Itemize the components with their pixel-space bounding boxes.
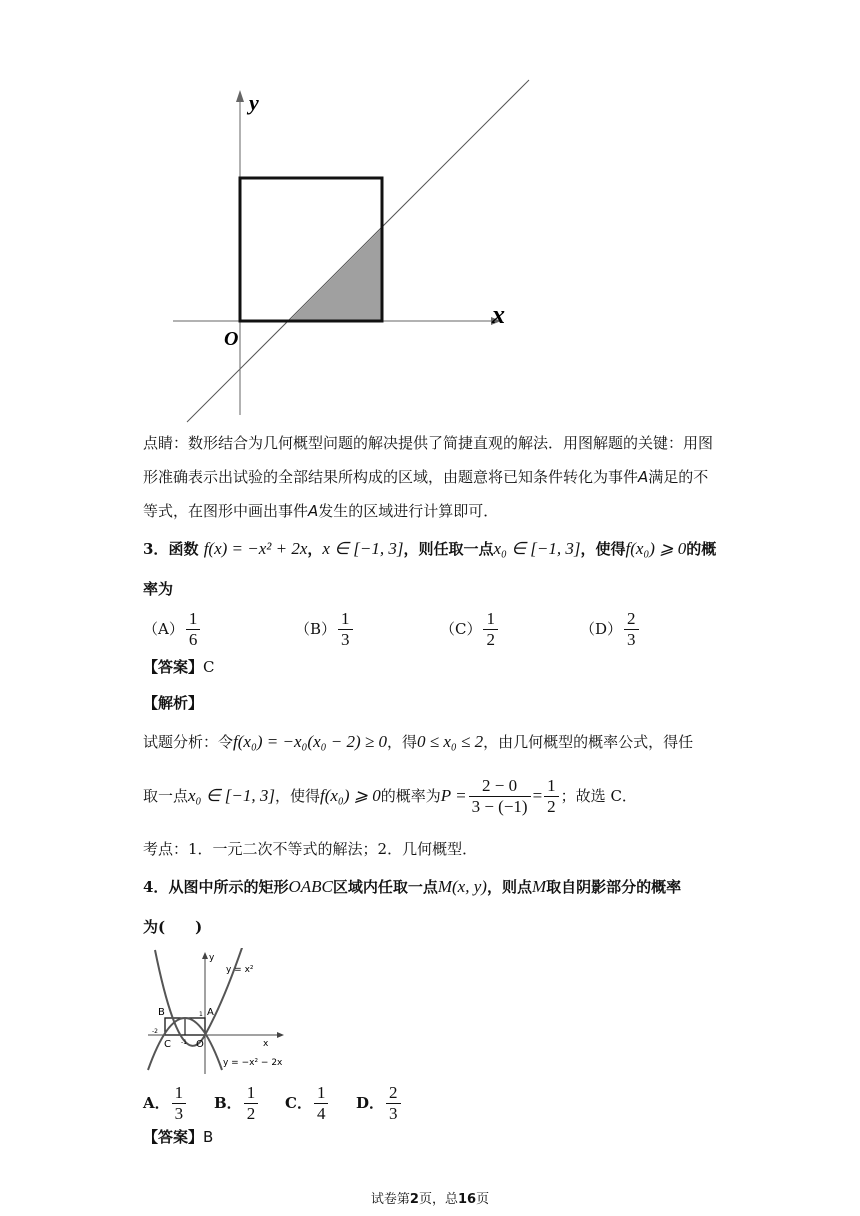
q3-analysis-line-2: 取一点x₀ ∈ [−1, 3]，使得f(x₀) ⩾ 0的概率为P = $\frac{2 - 0}{3 - (-1)}$ = $\frac{1}{2}$ ；故选 C． (143, 775, 637, 816)
q3-option-d[interactable]: （D） $\frac{2}{3}$ (580, 608, 641, 650)
q4-option-b[interactable]: B． $\frac{1}{2}$ (214, 1082, 260, 1124)
q3-stem-line-2: 率为 (143, 580, 174, 598)
curve-label-x2: y = x² (226, 965, 254, 975)
tick-neg1: -1 (181, 1039, 187, 1046)
remark-line-2: 形准确表示出试验的全部结果所构成的区域，由题意将已知条件转化为事件A满足的不 (143, 468, 709, 486)
shaded-triangle (289, 228, 382, 321)
x-axis-arrow (277, 1032, 284, 1038)
q3-option-a[interactable]: （A） $\frac{1}{6}$ (143, 608, 202, 650)
figure-parabolas (143, 948, 293, 1078)
q4-option-a[interactable]: A． $\frac{1}{3}$ (143, 1082, 188, 1124)
origin-label: O (224, 328, 239, 350)
q3-answer: 【答案】C (143, 658, 215, 676)
q4-stem-line-2: 为( ) (143, 918, 203, 936)
figure-square-region (165, 70, 545, 430)
q3-option-b[interactable]: （B） $\frac{1}{3}$ (295, 608, 355, 650)
y-axis-arrow (202, 952, 208, 959)
y-axis-arrow (236, 90, 244, 102)
tick-1: 1 (199, 1011, 203, 1018)
remark-line-1: 点睛：数形结合为几何概型问题的解决提供了简捷直观的解法．用图解题的关键：用图 (143, 434, 714, 452)
page-footer: 试卷第2页，总16页 (370, 1192, 490, 1207)
point-a-label: A (207, 1007, 214, 1018)
q3-analysis-line-1: 试题分析：令f(x₀) = −x₀(x₀ − 2) ≥ 0，得0 ≤ x₀ ≤ 2，由几何概型的概率公式，得任 (143, 732, 694, 751)
point-c-label: C (164, 1039, 171, 1050)
q3-stem-line-1: 3．函数 f(x) = −x² + 2x，x ∈ [−1, 3]，则任取一点x₀ ∈ [−1, 3]，使得f(x₀) ⩾ 0的概 (143, 539, 717, 558)
q4-stem-line-1: 4．从图中所示的矩形OABC区域内任取一点M(x, y)，则点M取自阴影部分的概率 (143, 877, 682, 896)
q3-option-c[interactable]: （C） $\frac{1}{2}$ (440, 608, 500, 650)
diagonal-line (187, 80, 529, 422)
y-label: y (209, 953, 215, 963)
q4-option-c[interactable]: C． $\frac{1}{4}$ (285, 1082, 330, 1124)
q3-kaodian: 考点：1．一元二次不等式的解法；2．几何概型． (143, 840, 478, 858)
x-label: x (263, 1039, 269, 1049)
curve-label-neg: y = −x² − 2x (223, 1058, 283, 1068)
remark-line-3: 等式，在图形中画出事件A发生的区域进行计算即可． (143, 502, 499, 520)
q3-analysis-label: 【解析】 (143, 694, 204, 712)
x-axis-label: x (492, 300, 505, 329)
point-o-label: O (196, 1039, 204, 1050)
y-axis-label: y (249, 90, 259, 115)
tick-neg2: -2 (152, 1028, 158, 1035)
q4-answer: 【答案】B (143, 1128, 214, 1146)
q4-option-d[interactable]: D． $\frac{2}{3}$ (356, 1082, 403, 1124)
point-b-label: B (158, 1007, 165, 1018)
